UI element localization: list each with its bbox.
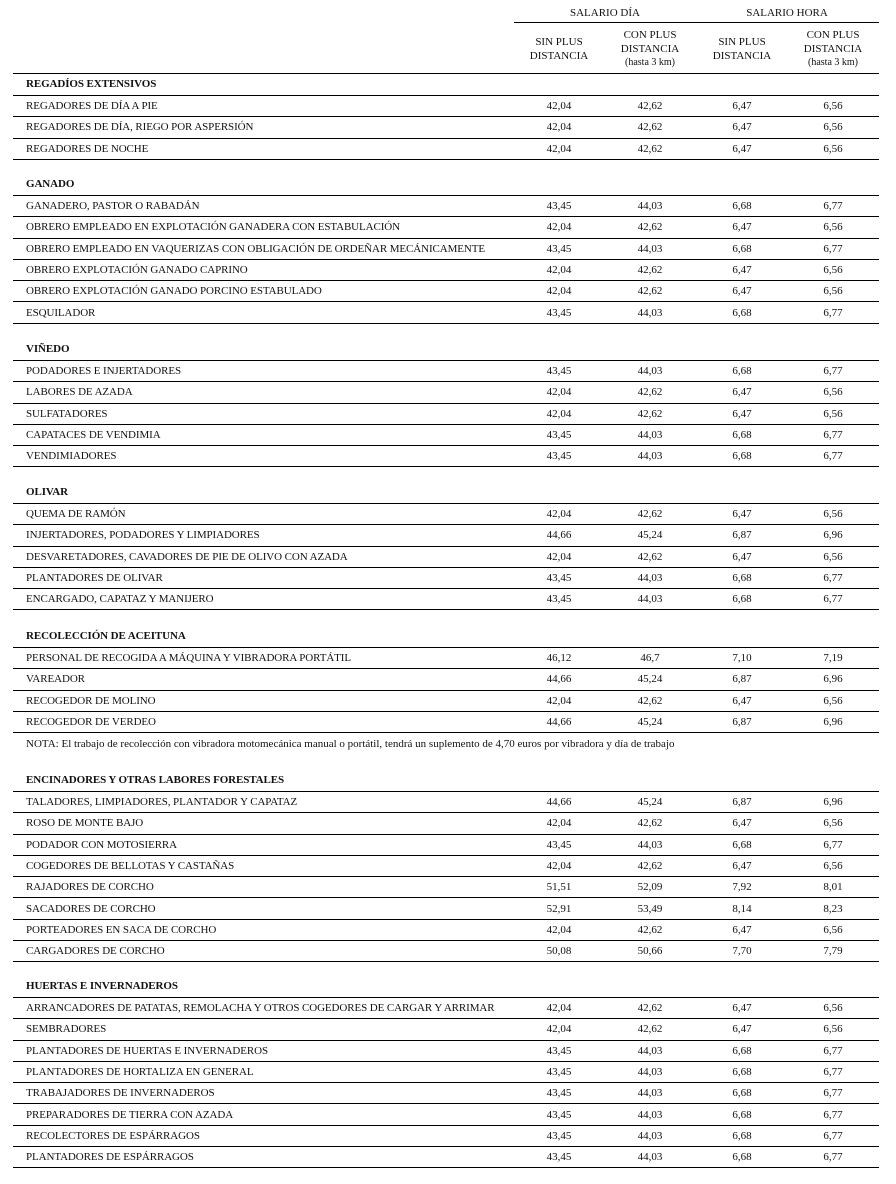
salario-dia-sin-plus: 42,04	[546, 263, 572, 276]
row-category: PODADOR CON MOTOSIERRA	[26, 838, 178, 851]
section-header	[13, 976, 879, 997]
salario-hora-con-plus: 6,56	[823, 285, 843, 298]
salario-hora-sin-plus: 6,47	[732, 121, 752, 134]
row-category: OBRERO EXPLOTACIÓN GANADO PORCINO ESTABULADO	[26, 285, 322, 298]
salario-hora-sin-plus: 6,47	[732, 1002, 752, 1014]
salario-dia-con-plus: 42,62	[637, 1002, 663, 1014]
salario-dia-sin-plus: 42,04	[546, 923, 572, 936]
salario-hora-con-plus: 6,96	[823, 796, 843, 808]
salario-hora-con-plus: 6,77	[823, 242, 843, 255]
table-row	[13, 239, 879, 260]
salario-hora-sin-plus: 6,68	[732, 838, 752, 851]
table-row	[13, 1126, 879, 1147]
salario-hora-con-plus: 7,19	[823, 652, 843, 664]
salario-dia-sin-plus: 44,66	[546, 673, 572, 686]
salario-hora-con-plus: 6,56	[823, 817, 843, 830]
table-row	[13, 504, 879, 525]
salario-dia-sin-plus: 43,45	[546, 306, 572, 319]
table-row	[13, 1019, 879, 1040]
salario-dia-sin-plus: 43,45	[546, 838, 572, 851]
row-category: PERSONAL DE RECOGIDA A MÁQUINA Y VIBRADORA PORTÁTIL	[26, 652, 351, 664]
salario-dia-con-plus: 44,03	[637, 200, 663, 212]
table-row	[13, 446, 879, 467]
salario-dia-sin-plus: 51,51	[546, 881, 572, 894]
section-title: REGADÍOS EXTENSIVOS	[26, 78, 157, 90]
section-title: GANADO	[26, 178, 75, 190]
salario-hora-con-plus: 6,77	[823, 1151, 843, 1164]
salario-hora-con-plus: 6,56	[823, 100, 843, 112]
salario-dia-con-plus: 44,03	[637, 428, 663, 441]
section-title: ENCINADORES Y OTRAS LABORES FORESTALES	[26, 774, 285, 786]
salario-dia-con-plus: 44,03	[637, 242, 663, 255]
salario-hora-con-plus: 6,56	[823, 859, 843, 872]
salario-dia-con-plus: 44,03	[637, 1087, 663, 1100]
table-row	[13, 792, 879, 813]
salario-hora-sin-plus: 6,68	[732, 450, 752, 463]
header-text: DISTANCIA	[712, 50, 772, 62]
salario-hora-con-plus: 6,77	[823, 593, 843, 606]
row-category: REGADORES DE DÍA A PIE	[26, 100, 158, 112]
salario-hora-sin-plus: 6,47	[732, 817, 752, 830]
salario-dia-sin-plus: 43,45	[546, 1065, 572, 1078]
row-category: ROSO DE MONTE BAJO	[26, 817, 144, 830]
row-category: GANADERO, PASTOR O RABADÁN	[26, 200, 200, 212]
salario-hora-sin-plus: 6,47	[732, 386, 752, 399]
salario-dia-sin-plus: 43,45	[546, 1087, 572, 1100]
header-text: CON PLUS	[806, 29, 860, 41]
salario-hora-con-plus: 6,56	[823, 263, 843, 276]
row-category: PLANTADORES DE OLIVAR	[26, 571, 163, 584]
salario-hora-con-plus: 6,56	[823, 1023, 843, 1036]
salario-dia-con-plus: 44,03	[637, 1065, 663, 1078]
salario-dia-con-plus: 44,03	[637, 365, 663, 377]
salario-hora-con-plus: 8,01	[823, 881, 843, 894]
table-row	[13, 568, 879, 589]
salario-dia-con-plus: 42,62	[637, 694, 663, 707]
row-category: PLANTADORES DE ESPÁRRAGOS	[26, 1151, 194, 1164]
table-row	[13, 589, 879, 610]
table-row	[13, 648, 879, 669]
table-row	[13, 425, 879, 446]
row-category: ARRANCADORES DE PATATAS, REMOLACHA Y OTROS COGEDORES DE CARGAR Y ARRIMAR	[26, 1002, 495, 1014]
table-row	[13, 196, 879, 217]
salario-dia-con-plus: 42,62	[637, 508, 663, 520]
salario-hora-sin-plus: 6,68	[732, 1044, 752, 1057]
salario-dia-con-plus: 44,03	[637, 450, 663, 463]
row-category: SEMBRADORES	[26, 1023, 107, 1036]
salario-hora-con-plus: 6,56	[823, 923, 843, 936]
salario-dia-sin-plus: 44,66	[546, 796, 572, 808]
salario-hora-sin-plus: 6,68	[732, 1065, 752, 1078]
row-category: PODADORES E INJERTADORES	[26, 365, 181, 377]
row-category: TRABAJADORES DE INVERNADEROS	[26, 1087, 215, 1100]
row-category: VENDIMIADORES	[26, 450, 117, 463]
row-category: INJERTADORES, PODADORES Y LIMPIADORES	[26, 529, 260, 542]
salario-hora-con-plus: 6,56	[823, 407, 843, 420]
row-category: DESVARETADORES, CAVADORES DE PIE DE OLIVO CON AZADA	[26, 550, 348, 563]
salario-hora-con-plus: 6,56	[823, 142, 843, 155]
row-category: REGADORES DE DÍA, RIEGO POR ASPERSIÓN	[26, 121, 254, 134]
salario-dia-con-plus: 44,03	[637, 306, 663, 319]
salario-dia-con-plus: 42,62	[637, 859, 663, 872]
table-row	[13, 1147, 879, 1168]
row-category: VAREADOR	[26, 673, 85, 686]
row-category: LABORES DE AZADA	[26, 386, 133, 399]
row-category: OBRERO EMPLEADO EN EXPLOTACIÓN GANADERA CON ESTABULACIÓN	[26, 221, 400, 234]
header-text: DISTANCIA	[529, 50, 589, 62]
salario-hora-sin-plus: 6,47	[732, 285, 752, 298]
salario-hora-con-plus: 6,77	[823, 571, 843, 584]
salario-dia-con-plus: 44,03	[637, 838, 663, 851]
salario-dia-con-plus: 44,03	[637, 593, 663, 606]
salario-hora-sin-plus: 6,68	[732, 1087, 752, 1100]
salario-dia-con-plus: 42,62	[637, 407, 663, 420]
header-text: SIN PLUS	[718, 36, 766, 48]
table-row	[13, 1105, 879, 1126]
salario-dia-con-plus: 42,62	[637, 285, 663, 298]
row-category: PLANTADORES DE HUERTAS E INVERNADEROS	[26, 1044, 268, 1057]
salario-hora-sin-plus: 6,47	[732, 923, 752, 936]
salario-hora-sin-plus: 6,87	[732, 673, 752, 686]
salario-hora-con-plus: 6,96	[823, 673, 843, 686]
header-text: DISTANCIA	[803, 43, 863, 55]
salario-dia-con-plus: 42,62	[637, 550, 663, 563]
row-category: PORTEADORES EN SACA DE CORCHO	[26, 923, 217, 936]
section-title: VIÑEDO	[26, 343, 70, 355]
salario-dia-sin-plus: 42,04	[546, 407, 572, 420]
salario-hora-sin-plus: 7,92	[732, 881, 752, 894]
salario-hora-con-plus: 6,77	[823, 306, 843, 319]
header-dia-sin-plus	[514, 35, 604, 63]
section-title: HUERTAS E INVERNADEROS	[26, 980, 178, 992]
salario-dia-con-plus: 44,03	[637, 571, 663, 584]
row-category: CARGADORES DE CORCHO	[26, 945, 165, 958]
header-text: (hasta 3 km)	[808, 57, 858, 68]
table-row	[13, 382, 879, 403]
salario-hora-sin-plus: 6,68	[732, 242, 752, 255]
table-row	[13, 856, 879, 877]
row-category: COGEDORES DE BELLOTAS Y CASTAÑAS	[26, 859, 235, 872]
header-hora-sin-plus	[697, 35, 787, 63]
salario-dia-sin-plus: 42,04	[546, 100, 572, 112]
section-header	[13, 174, 879, 195]
header-salario-dia: SALARIO DÍA	[570, 7, 640, 19]
row-category: PREPARADORES DE TIERRA CON AZADA	[26, 1108, 234, 1121]
salario-hora-sin-plus: 6,68	[732, 593, 752, 606]
table-row	[13, 1041, 879, 1062]
salario-dia-sin-plus: 42,04	[546, 508, 572, 520]
section-header	[13, 74, 879, 95]
header-text: (hasta 3 km)	[625, 57, 675, 68]
table-row	[13, 117, 879, 138]
table-row	[13, 139, 879, 160]
salario-dia-con-plus: 42,62	[637, 100, 663, 112]
salario-hora-con-plus: 6,77	[823, 1129, 843, 1142]
salario-hora-sin-plus: 6,47	[732, 407, 752, 420]
salario-dia-sin-plus: 42,04	[546, 1002, 572, 1014]
row-category: RECOLECTORES DE ESPÁRRAGOS	[26, 1129, 200, 1142]
salario-dia-con-plus: 44,03	[637, 1044, 663, 1057]
salario-dia-con-plus: 42,62	[637, 386, 663, 399]
salario-dia-con-plus: 42,62	[637, 221, 663, 234]
table-row	[13, 525, 879, 546]
salario-dia-sin-plus: 43,45	[546, 1151, 572, 1164]
salario-dia-sin-plus: 43,45	[546, 200, 572, 212]
salario-hora-con-plus: 6,77	[823, 1044, 843, 1057]
salario-dia-con-plus: 42,62	[637, 1023, 663, 1036]
salario-hora-con-plus: 6,56	[823, 121, 843, 134]
salario-dia-con-plus: 42,62	[637, 263, 663, 276]
salario-dia-con-plus: 42,62	[637, 142, 663, 155]
salario-hora-con-plus: 6,96	[823, 715, 843, 728]
salario-hora-con-plus: 6,56	[823, 694, 843, 707]
section-note: NOTA: El trabajo de recolección con vibradora motomecánica manual o portátil, tendrá un suplemento de 4,70 euros por vibradora y día de trabajo	[26, 738, 675, 751]
salario-dia-sin-plus: 42,04	[546, 121, 572, 134]
salario-dia-sin-plus: 43,45	[546, 571, 572, 584]
salario-dia-sin-plus: 44,66	[546, 715, 572, 728]
section-header	[13, 482, 879, 503]
row-category: ENCARGADO, CAPATAZ Y MANIJERO	[26, 593, 214, 606]
table-row	[13, 835, 879, 856]
table-row	[13, 1062, 879, 1083]
table-row	[13, 669, 879, 690]
salario-hora-con-plus: 6,56	[823, 386, 843, 399]
table-row	[13, 547, 879, 568]
salario-dia-sin-plus: 43,45	[546, 450, 572, 463]
table-row	[13, 281, 879, 302]
salario-hora-sin-plus: 6,68	[732, 428, 752, 441]
table-row	[13, 712, 879, 733]
salario-dia-sin-plus: 42,04	[546, 694, 572, 707]
salario-dia-con-plus: 45,24	[637, 796, 663, 808]
header-divider	[514, 22, 879, 23]
table-row	[13, 1083, 879, 1104]
header-text: DISTANCIA	[620, 43, 680, 55]
salario-hora-sin-plus: 6,87	[732, 529, 752, 542]
section-header	[13, 626, 879, 647]
salario-hora-sin-plus: 6,68	[732, 365, 752, 377]
row-category: RAJADORES DE CORCHO	[26, 881, 154, 894]
salario-dia-con-plus: 45,24	[637, 673, 663, 686]
salario-hora-con-plus: 6,77	[823, 428, 843, 441]
salario-hora-sin-plus: 6,47	[732, 221, 752, 234]
salario-dia-sin-plus: 43,45	[546, 428, 572, 441]
salario-dia-sin-plus: 50,08	[546, 945, 572, 958]
salario-hora-sin-plus: 6,68	[732, 1108, 752, 1121]
table-row	[13, 941, 879, 962]
row-category: OBRERO EXPLOTACIÓN GANADO CAPRINO	[26, 263, 248, 276]
salario-dia-sin-plus: 43,45	[546, 242, 572, 255]
header-hora-con-plus	[788, 28, 878, 70]
salario-dia-sin-plus: 42,04	[546, 142, 572, 155]
salario-hora-sin-plus: 7,70	[732, 945, 752, 958]
table-row	[13, 217, 879, 238]
salario-dia-con-plus: 44,03	[637, 1108, 663, 1121]
salario-hora-sin-plus: 6,87	[732, 715, 752, 728]
salario-dia-sin-plus: 42,04	[546, 817, 572, 830]
salario-hora-sin-plus: 6,68	[732, 571, 752, 584]
salario-dia-con-plus: 44,03	[637, 1151, 663, 1164]
salario-hora-sin-plus: 6,87	[732, 796, 752, 808]
salario-dia-con-plus: 46,7	[640, 652, 660, 664]
salario-dia-sin-plus: 43,45	[546, 593, 572, 606]
salario-hora-con-plus: 6,56	[823, 221, 843, 234]
salario-hora-sin-plus: 8,14	[732, 902, 752, 915]
salario-hora-con-plus: 6,96	[823, 529, 843, 542]
salario-dia-con-plus: 42,62	[637, 121, 663, 134]
row-category: SULFATADORES	[26, 407, 108, 420]
salario-hora-sin-plus: 6,68	[732, 1151, 752, 1164]
salario-dia-sin-plus: 52,91	[546, 902, 572, 915]
row-category: REGADORES DE NOCHE	[26, 142, 149, 155]
salario-hora-sin-plus: 6,47	[732, 550, 752, 563]
row-category: RECOGEDOR DE MOLINO	[26, 694, 156, 707]
salario-dia-sin-plus: 42,04	[546, 285, 572, 298]
salario-hora-sin-plus: 6,47	[732, 263, 752, 276]
salario-dia-sin-plus: 42,04	[546, 859, 572, 872]
salario-dia-sin-plus: 43,45	[546, 1044, 572, 1057]
salario-dia-sin-plus: 43,45	[546, 365, 572, 377]
table-row	[13, 361, 879, 382]
salario-dia-sin-plus: 44,66	[546, 529, 572, 542]
section-title: OLIVAR	[26, 486, 68, 498]
salario-hora-con-plus: 8,23	[823, 902, 843, 915]
salario-dia-sin-plus: 43,45	[546, 1108, 572, 1121]
header-dia-con-plus	[605, 28, 695, 70]
section-title: RECOLECCIÓN DE ACEITUNA	[26, 630, 186, 642]
salario-hora-con-plus: 6,77	[823, 365, 843, 377]
salario-hora-con-plus: 6,77	[823, 838, 843, 851]
table-row	[13, 404, 879, 425]
salario-dia-con-plus: 52,09	[637, 881, 663, 894]
salario-hora-con-plus: 7,79	[823, 945, 843, 958]
table-row	[13, 813, 879, 834]
section-header	[13, 339, 879, 360]
salario-hora-sin-plus: 6,47	[732, 1023, 752, 1036]
salario-hora-con-plus: 6,77	[823, 450, 843, 463]
salario-hora-con-plus: 6,77	[823, 1087, 843, 1100]
section-header	[13, 770, 879, 791]
table-row	[13, 260, 879, 281]
salario-hora-con-plus: 6,77	[823, 1108, 843, 1121]
salario-hora-con-plus: 6,56	[823, 550, 843, 563]
row-category: TALADORES, LIMPIADORES, PLANTADOR Y CAPATAZ	[26, 796, 298, 808]
row-category: ESQUILADOR	[26, 306, 96, 319]
salario-dia-con-plus: 53,49	[637, 902, 663, 915]
salario-dia-con-plus: 45,24	[637, 715, 663, 728]
salario-dia-sin-plus: 46,12	[546, 652, 572, 664]
salario-hora-con-plus: 6,77	[823, 200, 843, 212]
table-row	[13, 303, 879, 324]
table-row	[13, 96, 879, 117]
row-category: RECOGEDOR DE VERDEO	[26, 715, 156, 728]
salario-hora-sin-plus: 6,47	[732, 142, 752, 155]
salario-dia-sin-plus: 43,45	[546, 1129, 572, 1142]
table-row	[13, 877, 879, 898]
salario-hora-sin-plus: 6,68	[732, 1129, 752, 1142]
salario-dia-sin-plus: 42,04	[546, 386, 572, 399]
row-category: CAPATACES DE VENDIMIA	[26, 428, 161, 441]
header-text: CON PLUS	[623, 29, 677, 41]
salario-hora-con-plus: 6,56	[823, 1002, 843, 1014]
salario-dia-sin-plus: 42,04	[546, 550, 572, 563]
salario-hora-sin-plus: 6,68	[732, 200, 752, 212]
salario-dia-con-plus: 45,24	[637, 529, 663, 542]
table-row	[13, 998, 879, 1019]
row-category: PLANTADORES DE HORTALIZA EN GENERAL	[26, 1065, 254, 1078]
row-category: OBRERO EMPLEADO EN VAQUERIZAS CON OBLIGACIÓN DE ORDEÑAR MECÁNICAMENTE	[26, 242, 485, 255]
salario-hora-sin-plus: 6,47	[732, 100, 752, 112]
salario-hora-con-plus: 6,77	[823, 1065, 843, 1078]
salario-dia-con-plus: 42,62	[637, 817, 663, 830]
salario-dia-sin-plus: 42,04	[546, 1023, 572, 1036]
row-category: QUEMA DE RAMÓN	[26, 508, 126, 520]
salario-dia-sin-plus: 42,04	[546, 221, 572, 234]
row-category: SACADORES DE CORCHO	[26, 902, 156, 915]
table-row	[13, 691, 879, 712]
salario-hora-sin-plus: 6,47	[732, 859, 752, 872]
salario-dia-con-plus: 44,03	[637, 1129, 663, 1142]
salario-hora-con-plus: 6,56	[823, 508, 843, 520]
table-row	[13, 920, 879, 941]
header-text: SIN PLUS	[535, 36, 583, 48]
header-salario-hora: SALARIO HORA	[746, 7, 828, 19]
salario-hora-sin-plus: 6,68	[732, 306, 752, 319]
table-row	[13, 899, 879, 920]
salario-hora-sin-plus: 6,47	[732, 694, 752, 707]
salario-hora-sin-plus: 7,10	[732, 652, 752, 664]
salario-dia-con-plus: 42,62	[637, 923, 663, 936]
salario-hora-sin-plus: 6,47	[732, 508, 752, 520]
salario-dia-con-plus: 50,66	[637, 945, 663, 958]
